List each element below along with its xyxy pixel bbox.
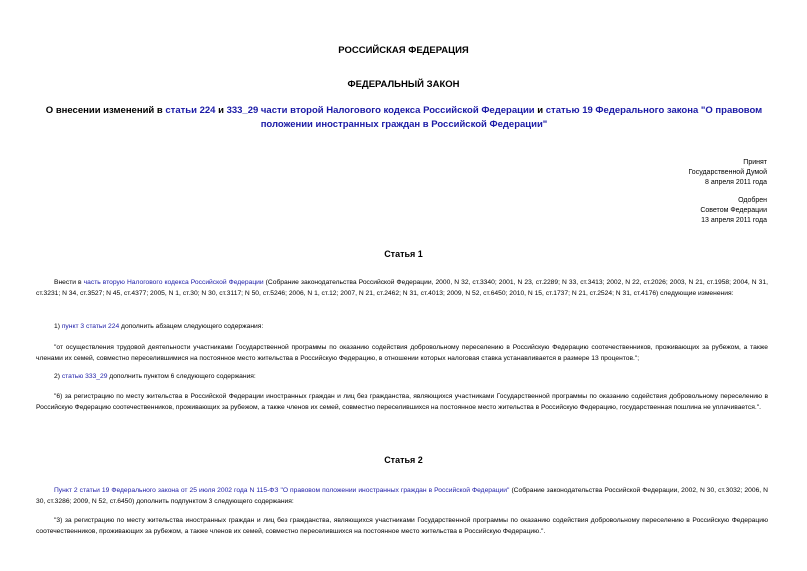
article-1-heading: Статья 1 bbox=[384, 249, 423, 259]
article-2-heading: Статья 2 bbox=[384, 455, 423, 465]
doc-type-heading: ФЕДЕРАЛЬНЫЙ ЗАКОН bbox=[347, 79, 460, 90]
adopted-block bbox=[688, 158, 767, 188]
approved-label: Одобрен bbox=[738, 197, 767, 204]
adopted-body: Государственной Думой bbox=[688, 169, 767, 176]
title-text: О внесении изменений в bbox=[45, 105, 166, 116]
intro-text: (Собрание законодательства Российской Федерации, 2002, N 30, ст.3032; 2006, N 30, ст.3286; 2009, N 52, ст.6450) дополнить подпунктом 3 следующего содержания: bbox=[36, 487, 768, 505]
item-number: 1) bbox=[54, 323, 62, 330]
article-333-29-link[interactable]: статью 333_29 bbox=[61, 373, 108, 380]
approved-block bbox=[700, 196, 767, 226]
article-2-quote bbox=[36, 516, 768, 537]
law-title bbox=[36, 104, 772, 132]
article-1-item-1-quote bbox=[36, 343, 768, 364]
quote-text: "3) за регистрацию по месту жительства иностранных граждан и лиц без гражданства, являющихся участниками Государственной программы по оказанию содействия добровольному переселению в Российскую Федерацию соотечественников, проживающих за рубежом, а также членов их семей, совместно переселившихся на постоянное место жительства в Российскую Федерацию.". bbox=[36, 517, 768, 535]
adopted-label: Принят bbox=[743, 159, 767, 166]
approved-body: Советом Федерации bbox=[700, 207, 767, 214]
article-1-item-2 bbox=[36, 372, 768, 383]
item-text: дополнить пунктом 6 следующего содержания: bbox=[107, 373, 256, 380]
title-link-article-333-29[interactable]: 333_29 части второй Налогового кодекса Российской Федерации bbox=[226, 105, 535, 116]
title-text: и bbox=[215, 105, 227, 116]
title-text: и bbox=[534, 105, 546, 116]
quote-text: "от осуществления трудовой деятельности участниками Государственной программы по оказанию содействия добровольному переселению в Российскую Федерацию соотечественников, проживающих за рубежом, а также членами их семей, совместно переселившимися на постоянное место жительства в Российскую Федерацию, в отношении которых налоговая ставка устанавливается в размере 13 процентов."; bbox=[36, 344, 768, 362]
item-number: 2) bbox=[54, 373, 62, 380]
intro-text: (Собрание законодательства Российской Федерации, 2000, N 32, ст.3340; 2001, N 23, ст.2289; N 33, ст.3413; 2002, N 22, ст.2026; 2003, N 21, ст.1958; 2004, N 31, ст.3231; N 34, ст.3527; N 45, ст.4377; 2005, N 1, ст.30; N 30, ст.3117; N 50, ст.5246; 2006, N 1, ст.12; 2007, N 21, ст.2462; N 31, ст.4013; 2009, N 52, ст.6450; 2010, N 15, ст.1737; N 21, ст.2524; N 31, ст.4176) следующие изменения: bbox=[36, 279, 768, 297]
intro-text: Внести в bbox=[54, 279, 84, 286]
federal-law-115-link[interactable]: Пункт 2 статьи 19 Федерального закона от 25 июля 2002 года N 115-ФЗ "О правовом положении иностранных граждан в Российской Федерации" bbox=[54, 487, 510, 494]
title-link-article-224[interactable]: статьи 224 bbox=[165, 105, 216, 116]
country-heading: РОССИЙСКАЯ ФЕДЕРАЦИЯ bbox=[338, 45, 469, 56]
title-link-article-19[interactable]: статью 19 Федерального закона "О правовом положении иностранных граждан в Российской Федерации" bbox=[260, 105, 763, 130]
article-1-item-2-quote bbox=[36, 392, 768, 413]
approved-date: 13 апреля 2011 года bbox=[701, 217, 767, 224]
adopted-date: 8 апреля 2011 года bbox=[704, 179, 767, 186]
quote-text: "6) за регистрацию по месту жительства в Российской Федерации иностранных граждан и лиц без гражданства, являющихся участниками Государственной программы по оказанию содействия добровольному переселению в Российскую Федерацию соотечественников, проживающих за рубежом, а также членов их семей, совместно переселившихся на постоянное место жительства в Российскую Федерацию, государственная пошлина не уплачивается.". bbox=[36, 393, 768, 411]
article-1-item-1 bbox=[36, 322, 768, 333]
article-224-point-3-link[interactable]: пункт 3 статьи 224 bbox=[61, 323, 120, 330]
article-2-intro bbox=[36, 486, 768, 507]
item-text: дополнить абзацем следующего содержания: bbox=[119, 323, 264, 330]
article-1-intro bbox=[36, 278, 768, 299]
intro-spacer bbox=[36, 487, 54, 494]
tax-code-part-two-link[interactable]: часть вторую Налогового кодекса Российской Федерации bbox=[83, 279, 264, 286]
